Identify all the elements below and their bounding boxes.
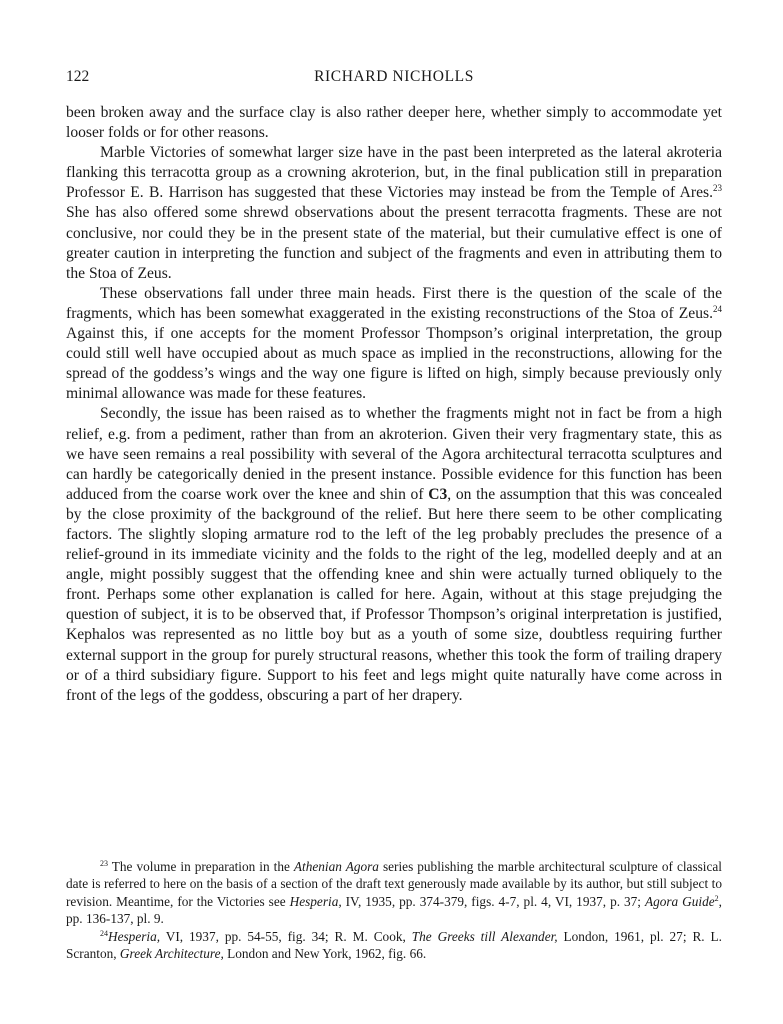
footnote-24-text-2: London, 1961, pl. 27; R. L. Scranton, <box>66 928 722 962</box>
page-header <box>66 68 722 90</box>
footnote-23-italic-2: Hesperia, <box>289 893 342 909</box>
paragraph-1 <box>66 103 722 143</box>
footnote-24-italic-2: The Greeks till Alexander, <box>411 928 558 944</box>
page-number: 122 <box>66 68 90 85</box>
footnote-ref-23[interactable]: 23 <box>713 183 722 194</box>
body-text <box>66 103 722 706</box>
footnote-24-italic-3: Greek Architecture, <box>119 946 224 962</box>
footnote-23-edition-sup: 2 <box>714 893 719 903</box>
paragraph-4-text-b: , on the assumption that this was concealed by the close proximity of the background of the relief. But here there seem to be other complicating factors. The slightly sloping armature rod to the left of the leg probably precludes the presence of a relief-ground in its immediate vicinity and the folds to the right of the leg, modelled deeply and at an angle, might possibly suggest that the offending knee and shin were actually turned obliquely to the front. Perhaps some other explanation is called for here. Again, without at this stage prejudging the question of subject, it is to be observed that, if Professor Thompson’s original interpretation is justified, Kephalos was represented as no little boy but as a youth of some size, doubtless requiring further external support in the group for purely structural reasons, whether this took the form of trailing drapery or of a third subsidiary figure. Support to his feet and legs might quite naturally have come across in front of the legs of the goddess, obscuring a part of her drapery. <box>66 485 722 704</box>
footnote-24-text-3: London and New York, 1962, fig. 66. <box>223 946 427 962</box>
paragraph-3 <box>66 284 722 405</box>
paragraph-2 <box>66 143 722 284</box>
footnotes <box>66 858 722 962</box>
footnote-23-italic-1: Athenian Agora <box>293 859 379 874</box>
paragraph-3-text-b: Against this, if one accepts for the moment Professor Thompson’s original interpretation, the group could still well have occupied about as much space as implied in the reconstructions, allowing for the spread of the goddess’s wings and the way one figure is lifted on high, simply because previously only minimal allowance was made for these features. <box>66 325 722 403</box>
footnote-24-text-1: VI, 1937, pp. 54-55, fig. 34; R. M. Cook, <box>160 928 412 944</box>
paragraph-2-text-b: She has also offered some shrewd observations about the present terracotta fragments. These are not conclusive, nor could they be in the present state of the material, but their cumulative effect is one of greater caution in interpreting the function and subject of the fragments and even in attributing them to the Stoa of Zeus. <box>66 204 722 282</box>
paragraph-4-text-a: Secondly, the issue has been raised as to whether the fragments might not in fact be from a high relief, e.g. from a pediment, rather than from an akroterion. Given their very fragmentary state, this as we have seen remains a real possibility with several of the Agora architectural terracotta sculptures and can hardly be categorically denied in the present instance. Possible evidence for this function has been adduced from the coarse work over the knee and shin of <box>66 405 722 503</box>
footnote-23 <box>66 858 722 928</box>
catalogue-ref-c3: C3 <box>428 485 448 503</box>
footnote-23-mark: 23 <box>100 859 108 868</box>
paragraph-3-text-a: These observations fall under three main heads. First there is the question of the scale of the fragments, which has been somewhat exaggerated in the existing reconstructions of the Stoa of Zeus. <box>66 284 722 322</box>
paragraph-4 <box>66 404 722 705</box>
paragraph-1-text: been broken away and the surface clay is also rather deeper here, whether simply to accommodate yet looser folds or for other reasons. <box>66 104 722 142</box>
footnote-ref-24[interactable]: 24 <box>713 303 722 314</box>
paragraph-2-text-a: Marble Victories of somewhat larger size have in the past been interpreted as the lateral akroteria flanking this terracotta group as a crowning akroterion, but, in the final publication still in preparation Professor E. B. Harrison has suggested that these Victories may instead be from the Temple of Ares. <box>66 144 722 202</box>
footnote-23-text-2: series publishing the marble architectural sculpture of classical date is referred to here on the basis of a section of the draft text generously made available by its author, but still subject to revision. Meantime, for the Victories see <box>66 859 722 909</box>
footnote-24-mark: 24 <box>100 928 108 938</box>
footnote-24 <box>66 928 722 963</box>
footnote-23-text-3: IV, 1935, pp. 374-379, figs. 4-7, pl. 4, VI, 1937, p. 37; <box>341 893 645 909</box>
footnote-23-text-1: The volume in preparation in the <box>108 859 294 874</box>
footnote-24-italic-1: Hesperia, <box>108 928 161 944</box>
footnote-23-text-4: , pp. 136-137, pl. 9. <box>66 893 722 927</box>
running-title: RICHARD NICHOLLS <box>314 68 474 85</box>
footnote-23-italic-3: Agora Guide <box>644 893 715 909</box>
